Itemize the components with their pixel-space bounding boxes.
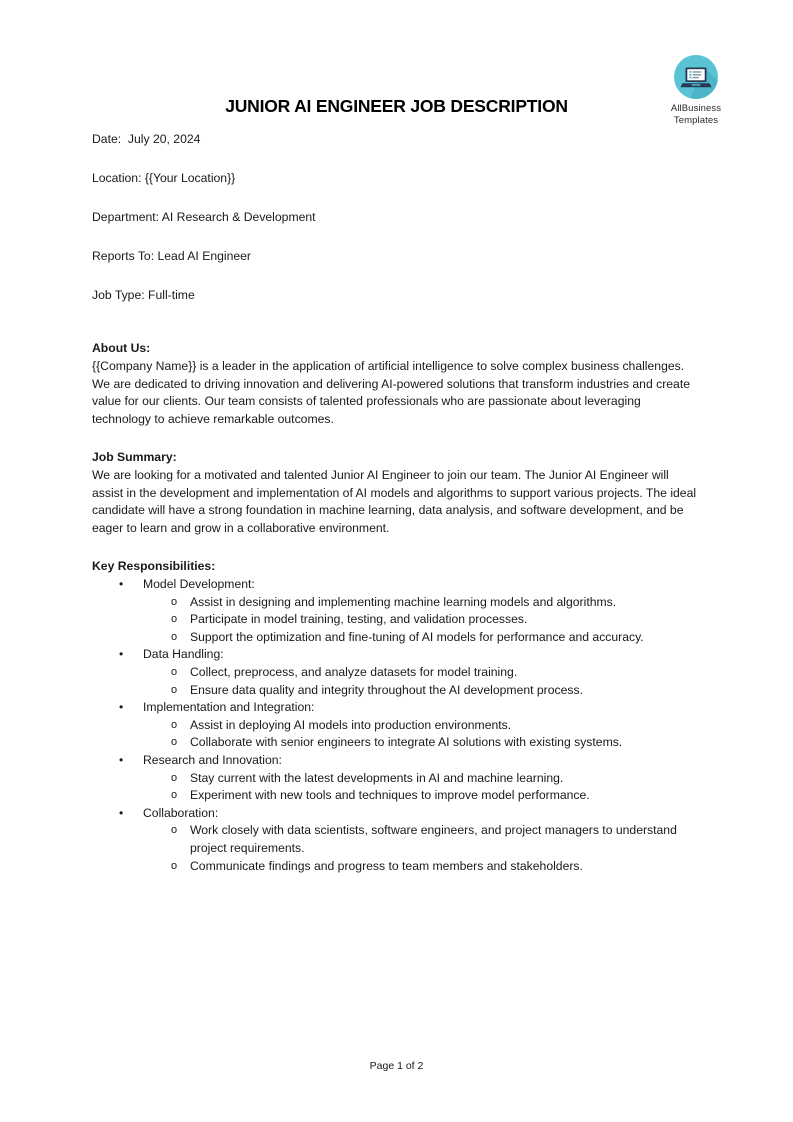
responsibility-item-text: Assist in designing and implementing machine learning models and algorithms. xyxy=(190,594,617,609)
responsibility-group xyxy=(92,699,699,752)
sub-bullet-marker-icon: o xyxy=(171,824,178,837)
responsibility-item-text: Participate in model training, testing, and validation processes. xyxy=(190,612,528,627)
page-title: JUNIOR AI ENGINEER JOB DESCRIPTION xyxy=(225,96,568,116)
brand-line-2: Templates xyxy=(673,114,719,126)
responsibility-group xyxy=(92,805,699,875)
responsibility-group-label: Model Development: xyxy=(143,577,255,591)
sub-bullet-marker-icon: o xyxy=(171,736,178,749)
responsibility-item xyxy=(143,717,699,735)
responsibility-item xyxy=(143,594,699,612)
about-us-body: {{Company Name}} is a leader in the application of artificial intelligence to solve complex business challenges. We are dedicated to driving innovation and delivering AI-powered solutions that transform industries and create value for our clients. Our team consists of talented professionals who are passionate about leveraging technology to achieve remarkable outcomes. xyxy=(92,359,690,426)
about-us-heading: About Us: xyxy=(92,341,151,356)
responsibility-item-text: Communicate findings and progress to team members and stakeholders. xyxy=(190,858,583,873)
laptop-in-circle-icon xyxy=(673,54,719,100)
bullet-marker-icon: • xyxy=(119,752,124,767)
job-summary-body: We are looking for a motivated and talented Junior AI Engineer to join our team. The Junior AI Engineer will assist in the development and implementation of AI models and algorithms to support various projects. The ideal candidate will have a strong foundation in machine learning, data analysis, and software development, and be eager to learn and grow in a collaborative environment. xyxy=(92,468,697,535)
responsibility-sublist xyxy=(143,822,699,875)
responsibility-item-text: Collect, preprocess, and analyze datasets for model training. xyxy=(190,664,518,679)
sub-bullet-marker-icon: o xyxy=(171,595,178,608)
responsibility-group-label: Implementation and Integration: xyxy=(143,700,315,715)
section-spacer-1 xyxy=(92,326,699,340)
responsibility-item xyxy=(143,858,699,876)
meta-block xyxy=(92,131,699,305)
responsibility-group xyxy=(92,576,699,646)
responsibility-item xyxy=(143,664,699,682)
sub-bullet-marker-icon: o xyxy=(171,859,178,872)
document-body xyxy=(92,131,699,882)
responsibility-item xyxy=(143,629,699,647)
page-footer: Page 1 of 2 xyxy=(369,1060,424,1072)
responsibility-sublist xyxy=(143,594,699,647)
responsibility-item xyxy=(143,734,699,752)
key-responsibilities-heading: Key Responsibilities: xyxy=(92,559,216,574)
sub-bullet-marker-icon: o xyxy=(171,789,178,802)
responsibility-group xyxy=(92,752,699,805)
responsibility-item-text: Ensure data quality and integrity throughout the AI development process. xyxy=(190,682,583,697)
sub-bullet-marker-icon: o xyxy=(171,771,178,784)
section-spacer-3 xyxy=(92,544,699,558)
responsibility-item-text: Collaborate with senior engineers to integrate AI solutions with existing systems. xyxy=(190,735,623,750)
sub-bullet-marker-icon: o xyxy=(171,665,178,678)
job-summary-heading: Job Summary: xyxy=(92,450,177,465)
responsibility-item-text: Experiment with new tools and techniques to improve model performance. xyxy=(190,788,590,803)
responsibility-group-label: Collaboration: xyxy=(143,805,219,820)
responsibilities-list xyxy=(92,576,699,875)
responsibility-item xyxy=(143,822,699,857)
responsibility-item xyxy=(143,770,699,788)
job-summary-section xyxy=(92,449,699,537)
about-us-section xyxy=(92,340,699,428)
responsibility-group xyxy=(92,646,699,699)
brand-line-1: AllBusiness xyxy=(670,103,722,114)
responsibility-item-text: Support the optimization and fine-tuning of AI models for performance and accuracy. xyxy=(190,629,644,644)
responsibility-sublist xyxy=(143,664,699,699)
key-responsibilities-section xyxy=(92,558,699,875)
responsibility-group-label: Data Handling: xyxy=(143,647,224,662)
responsibility-sublist xyxy=(143,770,699,805)
responsibility-group-label: Research and Innovation: xyxy=(143,752,282,767)
department-line: Department: AI Research & Development xyxy=(92,210,316,225)
responsibility-item xyxy=(143,682,699,700)
reports-to-line: Reports To: Lead AI Engineer xyxy=(92,249,251,264)
location-line: Location: {{Your Location}} xyxy=(92,171,236,186)
bullet-marker-icon: • xyxy=(119,700,124,715)
date-line: Date: July 20, 2024 xyxy=(92,132,201,146)
sub-bullet-marker-icon: o xyxy=(171,718,178,731)
job-type-line: Job Type: Full-time xyxy=(92,288,195,303)
responsibility-item-text: Stay current with the latest developments in AI and machine learning. xyxy=(190,770,564,785)
bullet-marker-icon: • xyxy=(119,647,124,662)
responsibility-item xyxy=(143,787,699,805)
section-spacer-2 xyxy=(92,435,699,449)
responsibility-item-text: Work closely with data scientists, software engineers, and project managers to understand project requirements. xyxy=(190,823,677,855)
responsibility-item-text: Assist in deploying AI models into production environments. xyxy=(190,717,512,732)
sub-bullet-marker-icon: o xyxy=(171,630,178,643)
bullet-marker-icon: • xyxy=(119,805,124,820)
sub-bullet-marker-icon: o xyxy=(171,613,178,626)
bullet-marker-icon: • xyxy=(119,577,124,591)
responsibility-sublist xyxy=(143,717,699,752)
responsibility-item xyxy=(143,611,699,629)
sub-bullet-marker-icon: o xyxy=(171,683,178,696)
